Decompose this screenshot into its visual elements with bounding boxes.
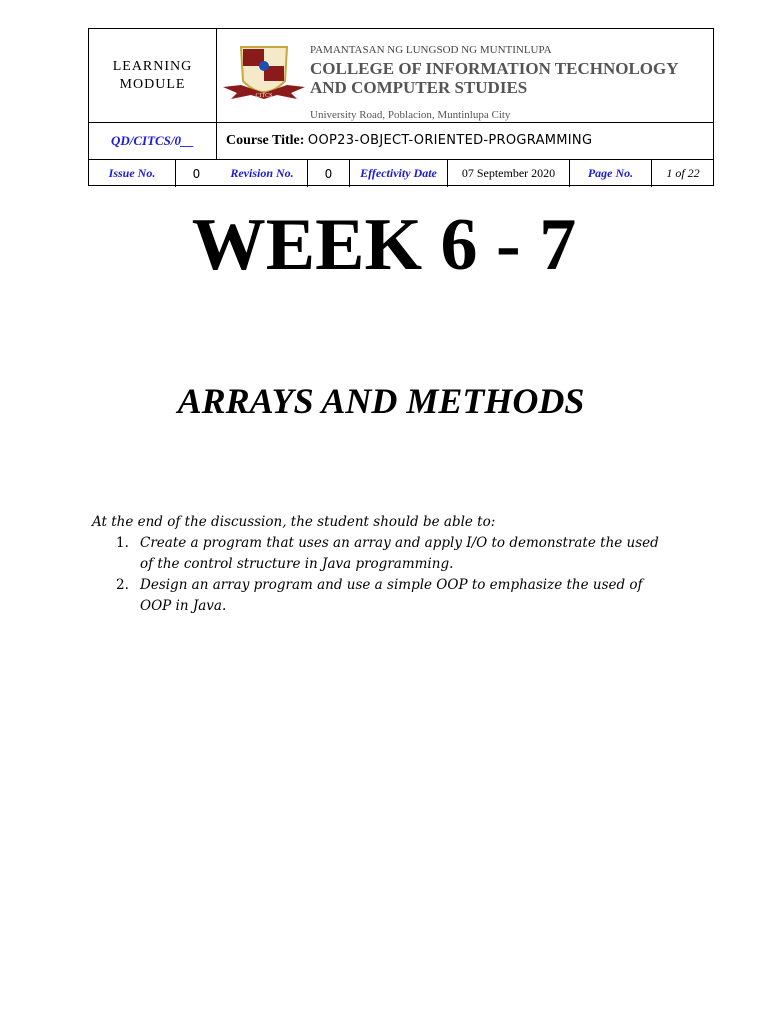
revision-value: 0 xyxy=(324,166,333,181)
college-name-line1: COLLEGE OF INFORMATION TECHNOLOGY xyxy=(310,59,679,78)
revision-label: Revision No. xyxy=(230,166,294,180)
university-name: PAMANTASAN NG LUNGSOD NG MUNTINLUPA xyxy=(310,44,552,56)
college-address: University Road, Poblacion, Muntinlupa City xyxy=(310,109,511,121)
college-name xyxy=(310,59,679,97)
course-title-label: Course Title: xyxy=(226,133,305,148)
issue-label: Issue No. xyxy=(108,166,156,180)
page-value: 1 of 22 xyxy=(666,166,700,180)
objectives xyxy=(92,512,672,617)
course-title-value: OOP23-OBJECT-ORIENTED-PROGRAMMING xyxy=(307,133,593,148)
objective-item xyxy=(116,575,672,617)
learning-module-label: LEARNING MODULE xyxy=(112,58,193,92)
objectives-intro: At the end of the discussion, the student should be able to: xyxy=(92,514,496,530)
document-header-table xyxy=(88,28,714,186)
section-title: ARRAYS AND METHODS xyxy=(177,381,585,421)
objective-text: Design an array program and use a simple OOP to emphasize the used of OOP in Java. xyxy=(140,577,643,614)
page-label: Page No. xyxy=(587,166,634,180)
issue-value: 0 xyxy=(192,166,201,181)
svg-text:CITCS: CITCS xyxy=(255,93,273,99)
effectivity-label: Effectivity Date xyxy=(360,166,437,180)
objective-item xyxy=(116,533,672,575)
objective-number: 2. xyxy=(116,577,129,593)
effectivity-value: 07 September 2020 xyxy=(461,166,556,180)
course-title xyxy=(226,133,592,149)
objective-text: Create a program that uses an array and apply I/O to demonstrate the used of the control structure in Java programming. xyxy=(140,535,659,572)
objective-number: 1. xyxy=(116,535,129,551)
college-logo xyxy=(221,41,307,107)
college-name-line2: AND COMPUTER STUDIES xyxy=(310,78,528,97)
document-code: QD/CITCS/0__ xyxy=(110,133,195,148)
week-title: WEEK 6 - 7 xyxy=(191,204,577,286)
